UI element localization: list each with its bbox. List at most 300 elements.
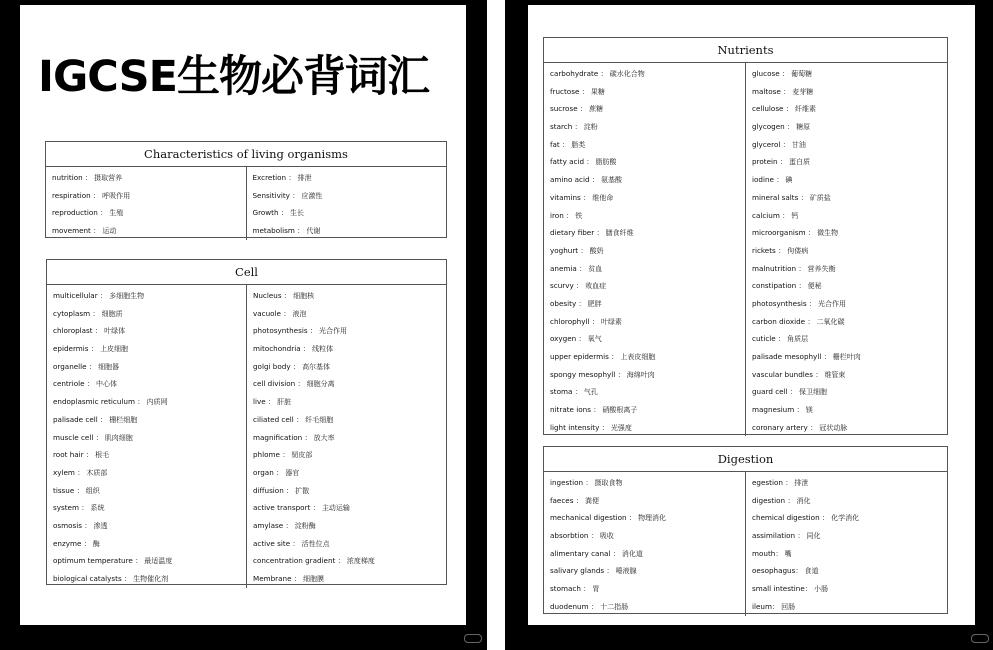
vocab-row (53, 552, 246, 570)
vocab-term: multicellular ： (53, 291, 108, 300)
vocab-term: organelle ： (53, 361, 97, 371)
vocab-term: active site ： (253, 538, 300, 548)
vocab-term: mineral salts ： (752, 192, 808, 202)
vocab-term: dietary fiber ： (550, 228, 604, 238)
vocab-translation: 糖原 (796, 123, 811, 132)
vocab-translation: 浓度梯度 (346, 557, 375, 566)
vocab-row (550, 260, 745, 278)
vocab-term: muscle cell ： (53, 432, 103, 442)
vocab-row (52, 204, 246, 222)
vocab-term: starch ： (550, 122, 582, 132)
vocab-term: cell division ： (253, 379, 305, 389)
vocab-term: ciliated cell ： (253, 414, 304, 424)
vocab-translation: 二氧化碳 (816, 317, 845, 326)
vocab-row (550, 100, 745, 118)
page-indicator-icon (464, 634, 482, 643)
vocab-term: Excretion ： (252, 173, 296, 182)
vocab-term: glycogen ： (752, 122, 795, 132)
vocab-term: cuticle ： (752, 334, 786, 344)
vocab-term: diffusion ： (253, 485, 294, 495)
vocab-translation: 光合作用 (818, 299, 847, 308)
vocab-term: iodine ： (752, 175, 784, 185)
vocab-row (53, 499, 246, 517)
vocab-translation: 细胞分离 (306, 380, 335, 389)
vocab-term: concentration gradient ： (253, 556, 345, 566)
vocab-row (550, 509, 745, 527)
vocab-term: alimentary canal ： (550, 548, 620, 558)
vocab-term: Membrane ： (253, 574, 301, 583)
vocab-translation: 食道 (804, 567, 819, 576)
vocab-term: chlorophyll ： (550, 316, 599, 326)
vocab-translation: 摄取营养 (94, 174, 123, 182)
vocab-term: live ： (253, 397, 276, 407)
vocab-translation: 栅栏细胞 (109, 415, 138, 424)
vocab-translation: 活性位点 (301, 539, 330, 548)
vocab-translation: 佝偻病 (787, 246, 809, 255)
vocab-translation: 上皮细胞 (100, 345, 129, 354)
vocab-row (752, 401, 947, 419)
vocab-row (52, 169, 246, 187)
vocab-term: assimilation ： (752, 531, 805, 541)
vocab-translation: 果糖 (590, 87, 605, 96)
vocab-translation: 肥胖 (587, 299, 602, 308)
cell-left-column (47, 285, 246, 588)
vocab-row (752, 348, 947, 366)
vocab-row (752, 330, 947, 348)
vocab-row (752, 207, 947, 225)
vocab-translation: 消化 (796, 496, 811, 505)
vocab-translation: 铁 (575, 211, 583, 220)
vocab-translation: 纤毛细胞 (305, 415, 334, 424)
digestion-right-column (745, 472, 947, 616)
vocab-row (53, 429, 246, 447)
vocab-translation: 叶绿素 (600, 317, 622, 326)
vocab-translation: 主动运输 (321, 504, 350, 513)
cell-heading: Cell (47, 260, 446, 285)
vocab-term: reproduction ： (52, 208, 108, 218)
vocab-translation: 生殖 (109, 209, 124, 218)
vocab-term: cytoplasm ： (53, 308, 100, 318)
vocab-translation: 器官 (285, 468, 300, 477)
vocab-term: oesophagus： (752, 566, 803, 576)
vocab-term: Growth ： (252, 208, 288, 218)
vocab-translation: 唾液腺 (615, 567, 637, 576)
vocab-translation: 蔗糖 (589, 105, 604, 114)
vocab-translation: 维管束 (824, 370, 846, 379)
vocab-term: yoghurt ： (550, 245, 588, 255)
nutrients-left-column (544, 63, 745, 436)
vocab-row (752, 277, 947, 295)
vocab-row (752, 509, 947, 527)
left-page (20, 5, 466, 625)
vocab-term: oxygen ： (550, 334, 586, 344)
vocab-row (550, 598, 745, 616)
vocab-row (253, 499, 446, 517)
vocab-translation: 呼吸作用 (102, 191, 131, 200)
vocab-translation: 氨基酸 (601, 176, 623, 185)
vocab-term: carbon dioxide ： (752, 316, 815, 326)
vocab-term: tissue ： (53, 485, 84, 495)
vocab-term: ingestion ： (550, 478, 593, 487)
page-title: IGCSE生物必背词汇 (38, 52, 429, 102)
vocab-translation: 钙 (791, 211, 799, 220)
vocab-translation: 细胞质 (101, 309, 123, 318)
left-page-frame (0, 0, 487, 650)
cell-right-column (246, 285, 446, 588)
vocab-row (550, 65, 745, 83)
vocab-term: amino acid ： (550, 175, 600, 185)
vocab-translation: 细胞器 (98, 362, 120, 371)
vocab-term: stomach ： (550, 584, 591, 594)
vocab-row (752, 295, 947, 313)
vocab-translation: 营养失衡 (807, 264, 836, 273)
vocab-term: chemical digestion ： (752, 513, 830, 523)
vocab-row (550, 242, 745, 260)
vocab-translation: 蛋白质 (789, 158, 811, 167)
vocab-term: enzyme ： (53, 538, 91, 548)
vocab-translation: 甘油 (791, 140, 806, 149)
vocab-translation: 中心体 (96, 380, 117, 389)
vocab-term: vitamins ： (550, 192, 591, 202)
vocab-row (253, 287, 446, 305)
vocab-row (752, 118, 947, 136)
vocab-row (253, 411, 446, 429)
vocab-translation: 组织 (85, 486, 100, 495)
nutrients-heading: Nutrients (544, 38, 947, 63)
vocab-row (53, 464, 246, 482)
vocab-translation: 氧气 (587, 335, 602, 344)
vocab-term: upper epidermis ： (550, 352, 619, 361)
vocab-translation: 胃 (592, 585, 600, 594)
vocab-translation: 光合作用 (319, 327, 348, 336)
vocab-term: epidermis ： (53, 344, 99, 354)
vocab-row (253, 204, 447, 222)
vocab-translation: 十二指肠 (600, 602, 629, 611)
vocab-term: xylem ： (53, 467, 85, 477)
vocab-row (53, 393, 246, 411)
vocab-row (550, 189, 745, 207)
digestion-left-column (544, 472, 745, 616)
vocab-row (752, 366, 947, 384)
vocab-term: carbohydrate ： (550, 69, 608, 78)
vocab-term: constipation ： (752, 281, 806, 291)
vocab-translation: 上表皮细胞 (620, 353, 656, 361)
vocab-row (53, 287, 246, 305)
vocab-row (752, 527, 947, 545)
vocab-row (550, 474, 745, 492)
vocab-row (752, 242, 947, 260)
vocab-term: movement ： (52, 226, 101, 236)
vocab-translation: 高尔基体 (302, 362, 331, 371)
vocab-term: biological catalysts ： (53, 574, 132, 583)
vocab-row (752, 562, 947, 580)
vocab-term: stoma ： (550, 387, 582, 397)
vocab-translation: 酶 (92, 539, 100, 548)
vocab-term: sucrose ： (550, 104, 588, 114)
vocab-row (550, 545, 745, 563)
vocab-row (752, 260, 947, 278)
vocab-row (53, 517, 246, 535)
vocab-translation: 镁 (805, 406, 813, 415)
vocab-row (550, 527, 745, 545)
vocab-row (550, 136, 745, 154)
vocab-row (253, 446, 446, 464)
vocab-row (550, 366, 745, 384)
vocab-row (550, 562, 745, 580)
vocab-term: maltose ： (752, 86, 791, 96)
vocab-translation: 代谢 (306, 227, 321, 236)
vocab-translation: 生物催化剂 (133, 575, 169, 583)
vocab-row (253, 393, 446, 411)
vocab-row (752, 474, 947, 492)
right-page-frame (505, 0, 993, 650)
vocab-term: coronary artery ： (752, 422, 818, 432)
vocab-translation: 败血症 (585, 282, 607, 291)
vocab-translation: 同化 (806, 532, 821, 541)
vocab-translation: 消化道 (621, 549, 643, 558)
vocab-term: absorbtion ： (550, 531, 598, 541)
vocab-row (550, 401, 745, 419)
vocab-term: metabolism ： (252, 226, 305, 236)
vocab-term: fatty acid ： (550, 157, 594, 167)
vocab-term: palisade mesophyll ： (752, 352, 831, 361)
vocab-row (752, 598, 947, 616)
vocab-term: protein ： (752, 157, 788, 167)
vocab-row (550, 295, 745, 313)
vocab-row (752, 136, 947, 154)
vocab-translation: 气孔 (583, 388, 598, 397)
vocab-term: scurvy ： (550, 281, 584, 291)
vocab-translation: 根毛 (95, 451, 110, 460)
vocab-translation: 吸收 (599, 532, 614, 541)
vocab-translation: 贫血 (588, 264, 603, 273)
vocab-row (52, 187, 246, 205)
vocab-term: magnesium ： (752, 405, 804, 415)
vocab-term: glycerol ： (752, 139, 790, 149)
vocab-term: photosynthesis ： (253, 326, 318, 336)
vocab-term: egestion ： (752, 478, 793, 487)
vocab-translation: 摄取食物 (594, 479, 623, 487)
vocab-row (550, 383, 745, 401)
vocab-row (253, 358, 446, 376)
vocab-term: Sensitivity ： (252, 190, 300, 200)
digestion-table (543, 446, 948, 614)
vocab-translation: 排泄 (794, 479, 809, 487)
vocab-term: cellulose ： (752, 104, 793, 114)
vocab-term: centriole ： (53, 379, 94, 389)
vocab-row (550, 419, 745, 437)
vocab-translation: 韧皮部 (291, 451, 313, 460)
vocab-row (752, 65, 947, 83)
vocab-translation: 最适温度 (144, 557, 173, 566)
vocab-term: mitochondria ： (253, 344, 311, 354)
characteristics-left-column (46, 167, 246, 240)
vocab-row (752, 580, 947, 598)
vocab-row (53, 535, 246, 553)
vocab-term: ileum： (752, 601, 780, 611)
vocab-row (550, 580, 745, 598)
vocab-translation: 应激性 (301, 191, 323, 200)
vocab-translation: 叶绿体 (104, 327, 126, 336)
nutrients-right-column (745, 63, 947, 436)
vocab-term: spongy mesophyll ： (550, 369, 625, 379)
vocab-row (550, 118, 745, 136)
vocab-translation: 栅栏叶肉 (832, 353, 861, 361)
cell-table (46, 259, 447, 585)
vocab-term: glucose ： (752, 69, 790, 78)
vocab-row (752, 545, 947, 563)
vocab-row (53, 482, 246, 500)
vocab-row (253, 305, 446, 323)
vocab-row (253, 464, 446, 482)
vocab-row (752, 171, 947, 189)
characteristics-right-column (246, 167, 447, 240)
vocab-row (53, 411, 246, 429)
vocab-translation: 脂肪酸 (595, 158, 617, 167)
vocab-row (550, 330, 745, 348)
vocab-translation: 海绵叶肉 (626, 370, 655, 379)
vocab-row (253, 222, 447, 240)
vocab-term: active transport ： (253, 503, 320, 513)
vocab-translation: 放大率 (313, 433, 335, 442)
vocab-translation: 微生物 (817, 229, 839, 238)
vocab-row (253, 552, 446, 570)
vocab-term: vacuole ： (253, 308, 291, 318)
vocab-translation: 肌肉细胞 (104, 433, 133, 442)
vocab-row (550, 277, 745, 295)
digestion-heading: Digestion (544, 447, 947, 472)
vocab-translation: 生长 (290, 209, 304, 218)
vocab-term: mouth： (752, 548, 783, 558)
vocab-translation: 保卫细胞 (799, 388, 828, 397)
vocab-term: palisade cell ： (53, 414, 108, 424)
vocab-term: guard cell ： (752, 387, 798, 397)
vocab-translation: 细胞膜 (303, 575, 324, 583)
vocab-translation: 葡萄糖 (791, 70, 813, 78)
vocab-row (253, 429, 446, 447)
vocab-term: chloroplast ： (53, 326, 103, 336)
vocab-translation: 细胞核 (293, 292, 315, 300)
vocab-row (253, 570, 446, 588)
vocab-term: magnification ： (253, 432, 312, 442)
vocab-row (253, 517, 446, 535)
vocab-term: organ ： (253, 467, 284, 477)
vocab-row (752, 419, 947, 437)
vocab-row (752, 383, 947, 401)
vocab-translation: 肝脏 (277, 398, 292, 407)
vocab-row (550, 207, 745, 225)
vocab-term: fat ： (550, 139, 570, 149)
vocab-row (752, 153, 947, 171)
vocab-translation: 粪便 (584, 496, 599, 505)
vocab-term: obesity ： (550, 298, 586, 308)
vocab-translation: 纤维素 (794, 105, 816, 114)
vocab-term: phlome ： (253, 450, 290, 460)
vocab-row (752, 189, 947, 207)
vocab-row (253, 535, 446, 553)
vocab-translation: 系统 (90, 504, 105, 513)
vocab-term: salivary glands ： (550, 566, 614, 576)
vocab-row (550, 348, 745, 366)
vocab-row (53, 570, 246, 588)
vocab-term: faeces ： (550, 495, 583, 505)
vocab-translation: 淀粉 (583, 123, 598, 132)
vocab-row (550, 83, 745, 101)
vocab-term: golgi body ： (253, 361, 301, 371)
vocab-term: osmosis ： (53, 520, 92, 530)
vocab-row (752, 492, 947, 510)
vocab-row (253, 375, 446, 393)
vocab-translation: 维他命 (592, 193, 614, 202)
vocab-row (53, 322, 246, 340)
nutrients-table (543, 37, 948, 435)
vocab-row (550, 171, 745, 189)
vocab-translation: 扩散 (295, 486, 310, 495)
vocab-row (253, 169, 447, 187)
vocab-translation: 渗透 (93, 521, 108, 530)
vocab-translation: 线粒体 (312, 345, 334, 354)
vocab-translation: 嘴 (784, 549, 792, 558)
vocab-translation: 淀粉酶 (294, 521, 316, 530)
vocab-translation: 运动 (102, 227, 117, 236)
vocab-row (752, 100, 947, 118)
vocab-row (52, 222, 246, 240)
vocab-row (550, 492, 745, 510)
vocab-row (53, 305, 246, 323)
vocab-row (253, 340, 446, 358)
vocab-translation: 麦芽糖 (792, 87, 814, 96)
vocab-translation: 碳水化合物 (609, 70, 645, 78)
vocab-term: nitrate ions ： (550, 405, 601, 415)
vocab-term: vascular bundles ： (752, 369, 823, 379)
vocab-term: system ： (53, 503, 89, 513)
characteristics-table (45, 141, 447, 238)
vocab-row (253, 322, 446, 340)
vocab-translation: 酸奶 (589, 246, 604, 255)
vocab-term: small intestine： (752, 584, 812, 594)
right-page (528, 5, 975, 625)
vocab-translation: 多细胞生物 (109, 292, 145, 300)
vocab-term: endoplasmic reticulum ： (53, 397, 145, 407)
vocab-row (550, 224, 745, 242)
page-indicator-icon (971, 634, 989, 643)
vocab-translation: 物理消化 (638, 514, 667, 523)
vocab-translation: 小肠 (813, 585, 828, 594)
characteristics-heading: Characteristics of living organisms (46, 142, 446, 167)
vocab-term: digestion ： (752, 495, 795, 505)
vocab-row (752, 224, 947, 242)
vocab-translation: 硝酸根离子 (602, 406, 638, 415)
vocab-term: fructose ： (550, 86, 589, 96)
vocab-row (53, 446, 246, 464)
vocab-translation: 脂类 (571, 140, 586, 149)
vocab-row (752, 313, 947, 331)
vocab-row (53, 375, 246, 393)
vocab-term: microorganism ： (752, 228, 816, 238)
vocab-term: optimum temperature ： (53, 556, 143, 566)
vocab-translation: 内质网 (146, 398, 168, 407)
vocab-term: photosynthesis ： (752, 298, 817, 308)
vocab-translation: 膳食纤维 (605, 229, 634, 238)
vocab-term: rickets ： (752, 245, 786, 255)
vocab-translation: 光强度 (610, 423, 632, 432)
vocab-translation: 便秘 (807, 282, 822, 291)
vocab-translation: 排泄 (297, 174, 312, 182)
vocab-term: calcium ： (752, 210, 790, 220)
vocab-term: malnutrition ： (752, 263, 806, 273)
vocab-row (53, 358, 246, 376)
vocab-row (253, 187, 447, 205)
